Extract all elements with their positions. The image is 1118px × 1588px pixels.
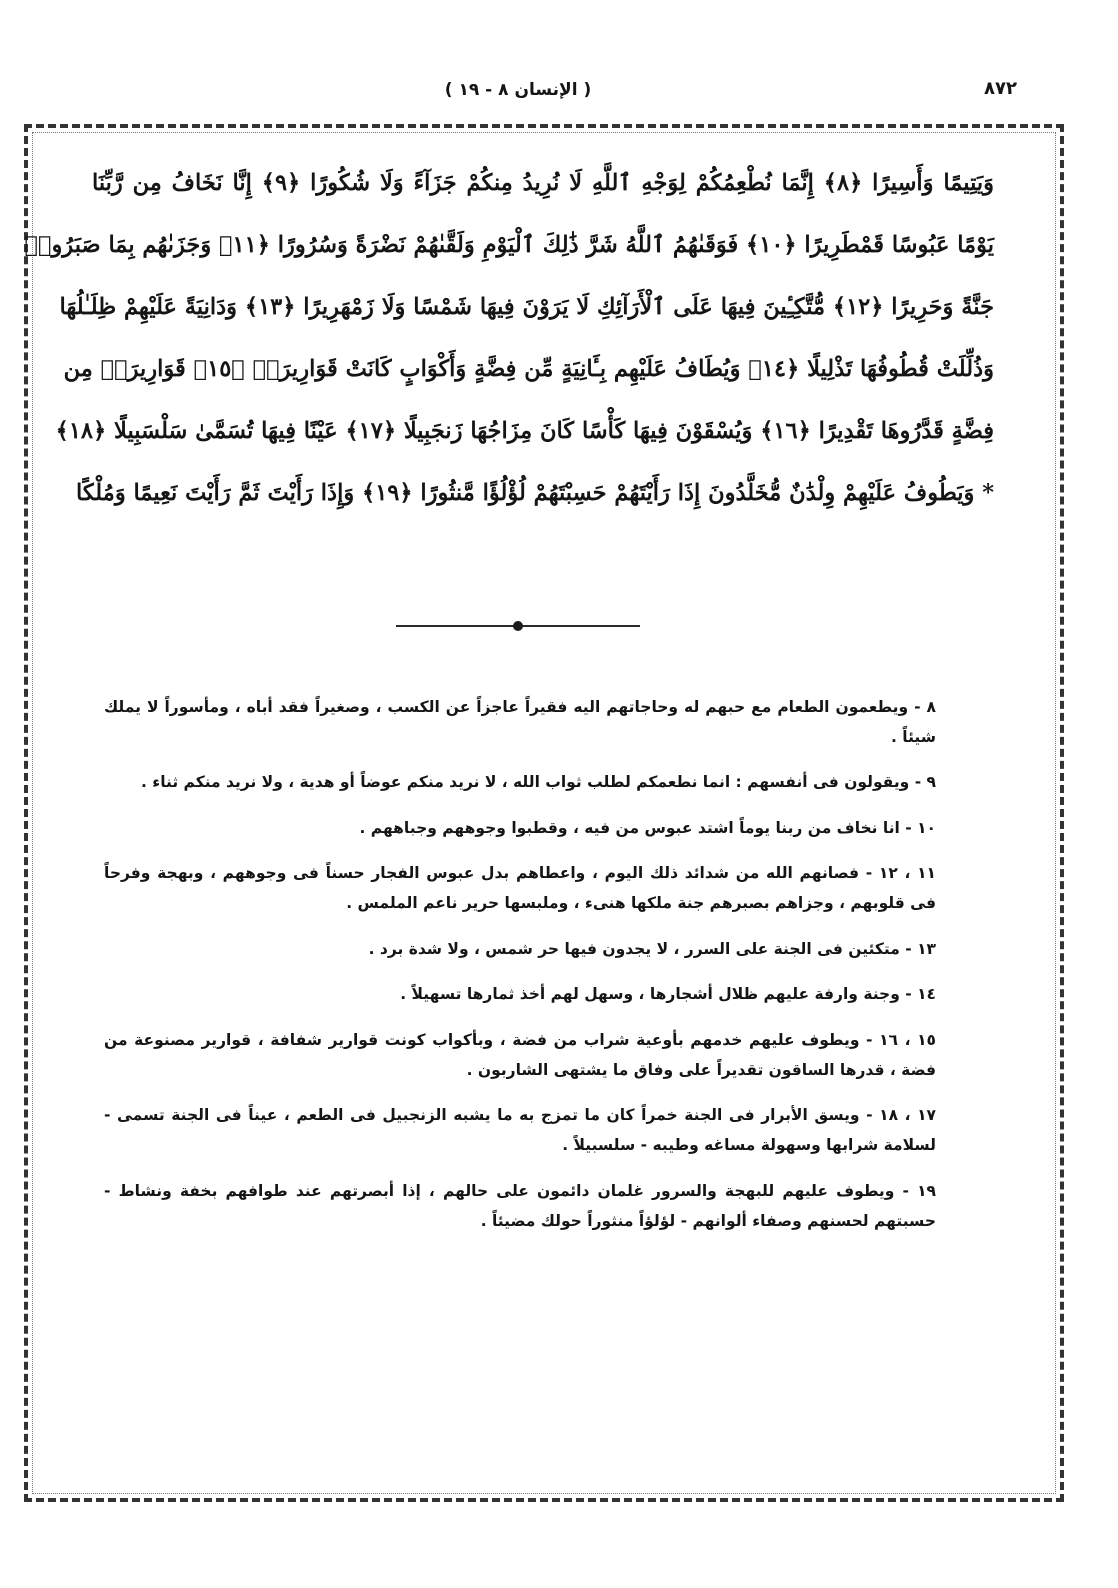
- verse-line: يَوْمًا عَبُوسًا قَمْطَرِيرًا ﴿١٠﴾ فَوَقَىٰهُمُ ٱللَّهُ شَرَّ ذَٰلِكَ ٱلْيَوْمِ وَلَقَّىٰهُمْ نَضْرَةً وَسُرُورًا ﴿١١﴾ وَجَزَىٰهُم بِمَا صَبَرُوا۟: [24, 232, 994, 258]
- note-paragraph: ١٥ ، ١٦ - ويطوف عليهم خدمهم بأوعية شراب من فضة ، وبأكواب كونت قوارير شفافة ، قوارير مصنوعة من فضة ، قدرها الساقون تقديراً على وفاق ما يشتهى الشاربون .: [104, 1030, 936, 1079]
- note-paragraph: ١٣ - متكئين فى الجنة على السرر ، لا يجدون فيها حر شمس ، ولا شدة برد .: [368, 939, 936, 958]
- quran-verses-block: [24, 152, 994, 524]
- verse-line: جَنَّةً وَحَرِيرًا ﴿١٢﴾ مُّتَّكِـِٔينَ فِيهَا عَلَى ٱلْأَرَآئِكِ لَا يَرَوْنَ فِيهَا شَمْسًا وَلَا زَمْهَرِيرًا ﴿١٣﴾ وَدَانِيَةً عَلَيْهِمْ ظِلَـٰلُهَا: [59, 294, 994, 320]
- note-paragraph: ١٤ - وجنة وارفة عليهم ظلال أشجارها ، وسهل لهم أخذ ثمارها تسهيلاً .: [400, 985, 936, 1003]
- note-paragraph: ١٩ - ويطوف عليهم للبهجة والسرور غلمان دائمون على حالهم ، إذا أبصرتهم عند طوافهم بخفة ونشاط - حسبتهم لحسنهم وصفاء ألوانهم - لؤلؤاً منثوراً حولك مضيئاً .: [104, 1182, 936, 1230]
- note-paragraph: ١٧ ، ١٨ - ويسق الأبرار فى الجنة خمراً كان ما تمزج به ما يشبه الزنجبيل فى الطعم ، عيناً فى الجنة تسمى - لسلامة شرابها وسهولة مساغه وطيبه - سلسبيلاً .: [104, 1106, 936, 1154]
- page-number: ٨٧٢: [984, 78, 1017, 99]
- verse-line: وَيَتِيمًا وَأَسِيرًا ﴿٨﴾ إِنَّمَا نُطْعِمُكُمْ لِوَجْهِ ٱللَّهِ لَا نُرِيدُ مِنكُمْ جَزَآءً وَلَا شُكُورًا ﴿٩﴾ إِنَّا نَخَافُ مِن رَّبِّنَا: [92, 170, 994, 196]
- note-paragraph: ١١ ، ١٢ - فصانهم الله من شدائد ذلك اليوم ، واعطاهم بدل عبوس الفجار حسناً فى وجوههم ، وبهجة وفرحاً فى قلوبهم ، وجزاهم بصبرهم جنة ملكها هنىء ، وملبسها حرير ناعم الملمس .: [104, 864, 937, 912]
- divider-dot: [513, 621, 523, 631]
- note-paragraph: ٩ - ويقولون فى أنفسهم : انما نطعمكم لطلب ثواب الله ، لا نريد منكم عوضاً أو هدية ، ولا نريد منكم ثناء .: [140, 773, 936, 791]
- tafsir-notes-block: [104, 676, 936, 1248]
- note-paragraph: ٨ - ويطعمون الطعام مع حبهم له وحاجاتهم اليه فقيراً عاجزاً عن الكسب ، وصغيراً فقد أباه ، ومأسوراً لا يملك شيئاً .: [104, 697, 936, 746]
- verse-line: وَذُلِّلَتْ قُطُوفُهَا تَذْلِيلًا ﴿١٤﴾ وَيُطَافُ عَلَيْهِم بِـَٔانِيَةٍ مِّن فِضَّةٍ وَأَكْوَابٍ كَانَتْ قَوَارِيرَا۠ ﴿١٥﴾ قَوَارِيرَا۟ مِن: [63, 356, 994, 382]
- verse-line: * وَيَطُوفُ عَلَيْهِمْ وِلْدَٰنٌ مُّخَلَّدُونَ إِذَا رَأَيْتَهُمْ حَسِبْتَهُمْ لُؤْلُؤًا مَّنثُورًا ﴿١٩﴾ وَإِذَا رَأَيْتَ ثَمَّ رَأَيْتَ نَعِيمًا وَمُلْكًا: [76, 480, 994, 506]
- section-divider: [396, 622, 640, 630]
- note-paragraph: ١٠ - انا نخاف من ربنا يوماً اشتد عبوس من فيه ، وقطبوا وجوههم وجباههم .: [359, 818, 936, 837]
- surah-reference-header: ( الإنسان ٨ - ١٩ ): [444, 80, 592, 100]
- verse-line: فِضَّةٍ قَدَّرُوهَا تَقْدِيرًا ﴿١٦﴾ وَيُسْقَوْنَ فِيهَا كَأْسًا كَانَ مِزَاجُهَا زَنجَبِيلًا ﴿١٧﴾ عَيْنًا فِيهَا تُسَمَّىٰ سَلْسَبِيلًا ﴿١٨﴾: [55, 418, 994, 444]
